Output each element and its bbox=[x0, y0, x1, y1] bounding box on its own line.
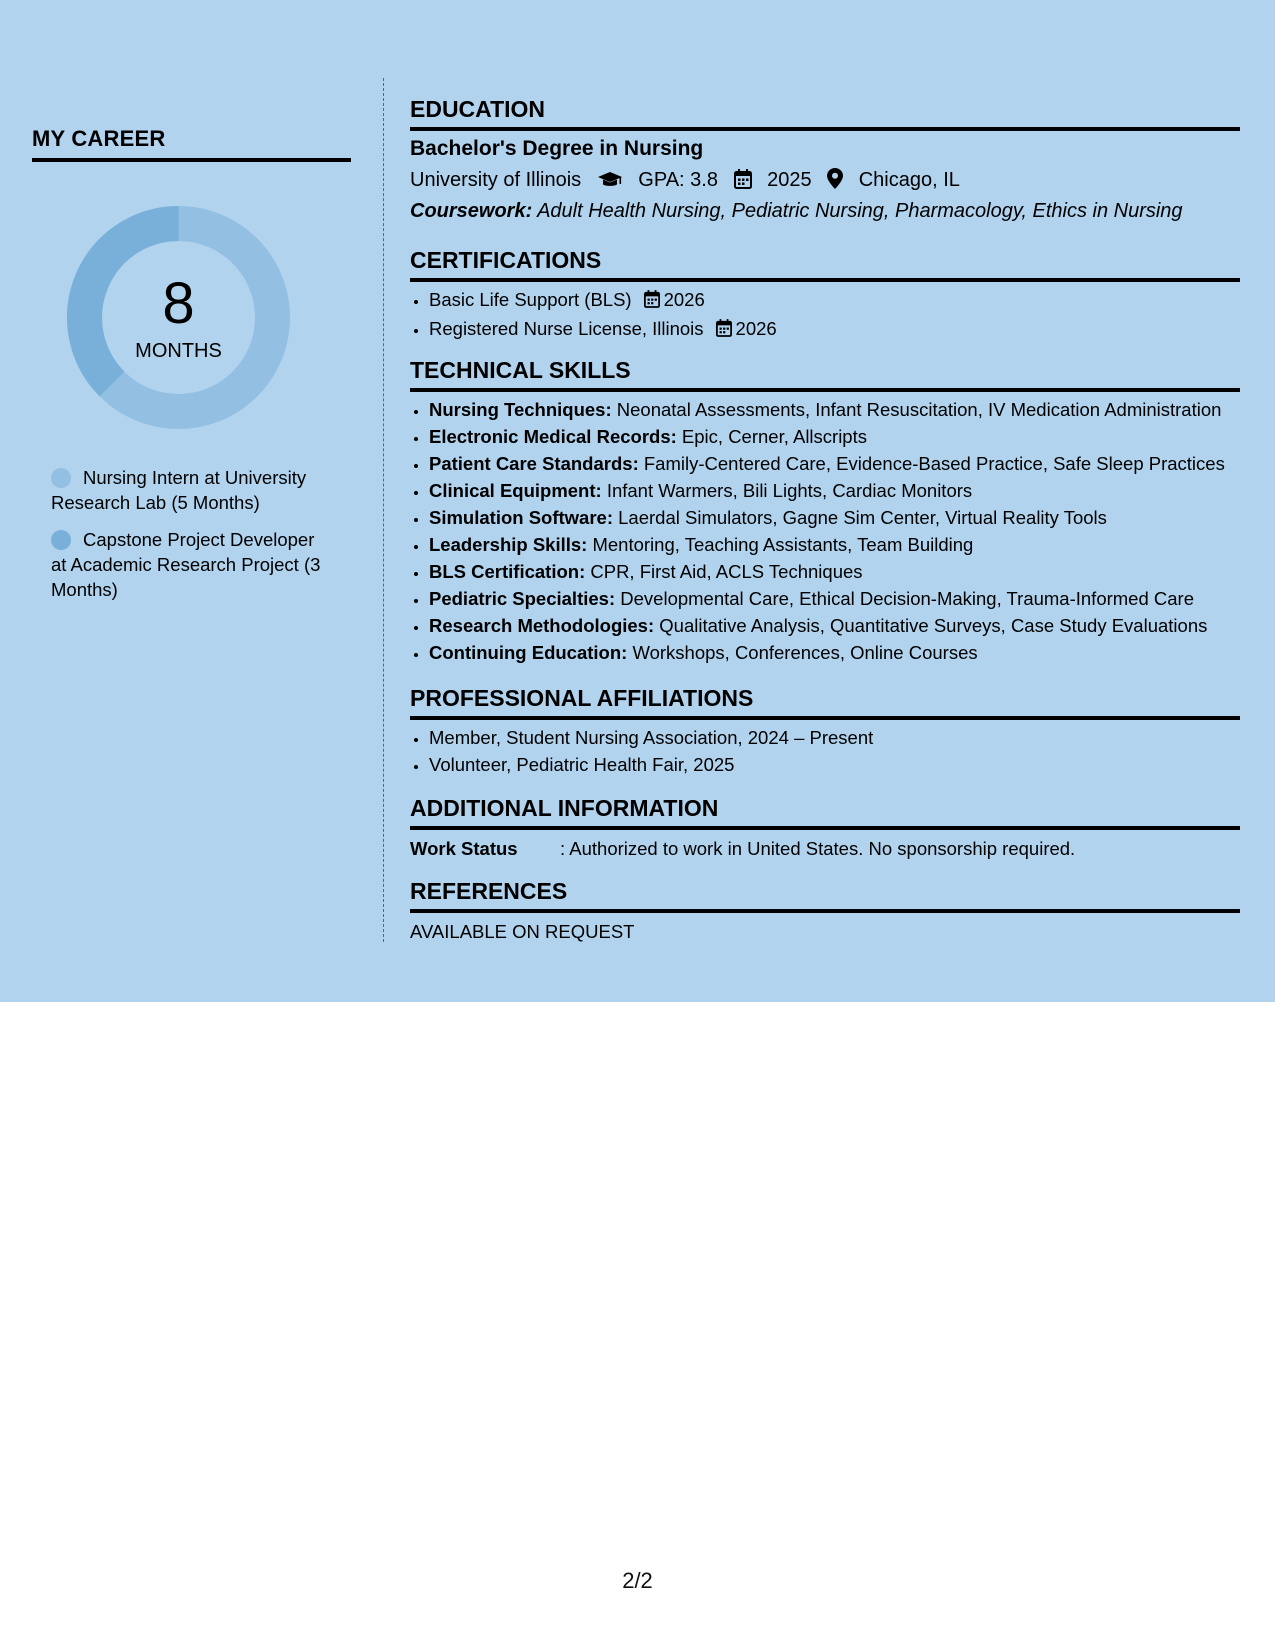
column-divider bbox=[383, 78, 384, 942]
graduation-year: 2025 bbox=[767, 169, 812, 191]
skill-label: Nursing Techniques: bbox=[429, 399, 612, 420]
certification-year: 2026 bbox=[735, 318, 777, 339]
legend-item bbox=[51, 465, 331, 515]
skill-label: Clinical Equipment: bbox=[429, 480, 602, 501]
list-item bbox=[429, 585, 1259, 612]
career-donut-chart bbox=[66, 205, 291, 430]
references-title: REFERENCES bbox=[410, 877, 1240, 913]
legend-label: Capstone Project Developer at Academic Research Project (3 Months) bbox=[51, 529, 321, 600]
references-text: AVAILABLE ON REQUEST bbox=[410, 921, 635, 942]
skill-value: Developmental Care, Ethical Decision-Making, Trauma-Informed Care bbox=[620, 588, 1195, 609]
legend-label: Nursing Intern at University Research Lab (5 Months) bbox=[51, 467, 307, 513]
legend-dot-icon bbox=[51, 530, 71, 550]
list-item bbox=[429, 612, 1259, 639]
legend-dot-icon bbox=[51, 468, 71, 488]
list-item bbox=[429, 531, 1259, 558]
list-item bbox=[429, 477, 1259, 504]
skill-value: Family-Centered Care, Evidence-Based Practice, Safe Sleep Practices bbox=[643, 453, 1225, 474]
skill-value: Epic, Cerner, Allscripts bbox=[681, 426, 867, 447]
skill-label: Continuing Education: bbox=[429, 642, 628, 663]
work-status-value: : Authorized to work in United States. No sponsorship required. bbox=[560, 838, 1076, 859]
school-location: Chicago, IL bbox=[858, 169, 960, 191]
certification-year: 2026 bbox=[663, 289, 705, 310]
calendar-icon bbox=[716, 317, 732, 344]
education-details bbox=[410, 167, 960, 196]
skill-value: Infant Warmers, Bili Lights, Cardiac Monitors bbox=[606, 480, 973, 501]
skills-list bbox=[410, 396, 1259, 666]
career-total-unit: MONTHS bbox=[135, 340, 222, 362]
certification-name: Basic Life Support (BLS) bbox=[429, 289, 632, 310]
skill-value: Neonatal Assessments, Infant Resuscitation, IV Medication Administration bbox=[616, 399, 1222, 420]
certifications-title: CERTIFICATIONS bbox=[410, 246, 1240, 282]
map-pin-icon bbox=[827, 168, 843, 196]
skill-value: Workshops, Conferences, Online Courses bbox=[632, 642, 978, 663]
list-item bbox=[429, 504, 1259, 531]
school-name: University of Illinois bbox=[410, 169, 582, 191]
education-title: EDUCATION bbox=[410, 95, 1240, 131]
coursework-line bbox=[410, 198, 1183, 224]
gpa-value: GPA: 3.8 bbox=[638, 169, 718, 191]
career-legend bbox=[51, 465, 331, 614]
skill-value: CPR, First Aid, ACLS Techniques bbox=[590, 561, 863, 582]
skill-label: Electronic Medical Records: bbox=[429, 426, 677, 447]
skill-label: Pediatric Specialties: bbox=[429, 588, 616, 609]
additional-info-title: ADDITIONAL INFORMATION bbox=[410, 794, 1240, 830]
certification-name: Registered Nurse License, Illinois bbox=[429, 318, 704, 339]
skill-label: Research Methodologies: bbox=[429, 615, 655, 636]
skill-label: Simulation Software: bbox=[429, 507, 613, 528]
calendar-icon bbox=[644, 288, 660, 315]
career-heading: MY CAREER bbox=[32, 126, 351, 162]
skill-label: Patient Care Standards: bbox=[429, 453, 639, 474]
list-item bbox=[429, 315, 1259, 344]
skill-value: Mentoring, Teaching Assistants, Team Building bbox=[592, 534, 974, 555]
skills-title: TECHNICAL SKILLS bbox=[410, 356, 1240, 392]
list-item: • Member, Student Nursing Association, 2024 – Present bbox=[429, 724, 1259, 751]
calendar-icon bbox=[734, 169, 752, 196]
skill-label: BLS Certification: bbox=[429, 561, 586, 582]
skill-value: Laerdal Simulators, Gagne Sim Center, Virtual Reality Tools bbox=[618, 507, 1107, 528]
skill-value: Qualitative Analysis, Quantitative Surveys, Case Study Evaluations bbox=[659, 615, 1208, 636]
work-status-label: Work Status bbox=[410, 838, 518, 859]
affiliations-list bbox=[410, 724, 1259, 778]
list-item: • Volunteer, Pediatric Health Fair, 2025 bbox=[429, 751, 1259, 778]
page-number: 2/2 bbox=[622, 1568, 653, 1593]
list-item bbox=[429, 639, 1259, 666]
coursework-list: Adult Health Nursing, Pediatric Nursing, Pharmacology, Ethics in Nursing bbox=[537, 200, 1183, 222]
work-status-row bbox=[410, 836, 1075, 862]
list-item bbox=[429, 558, 1259, 585]
list-item bbox=[429, 396, 1259, 423]
certifications-list bbox=[410, 286, 1259, 344]
list-item bbox=[429, 286, 1259, 315]
coursework-label: Coursework: bbox=[410, 200, 533, 222]
list-item bbox=[429, 423, 1259, 450]
affiliations-title: PROFESSIONAL AFFILIATIONS bbox=[410, 684, 1240, 720]
graduation-cap-icon bbox=[597, 170, 623, 196]
skill-label: Leadership Skills: bbox=[429, 534, 588, 555]
career-total-value: 8 bbox=[162, 271, 195, 336]
degree-name: Bachelor's Degree in Nursing bbox=[410, 137, 704, 160]
list-item bbox=[429, 450, 1259, 477]
legend-item bbox=[51, 527, 331, 602]
